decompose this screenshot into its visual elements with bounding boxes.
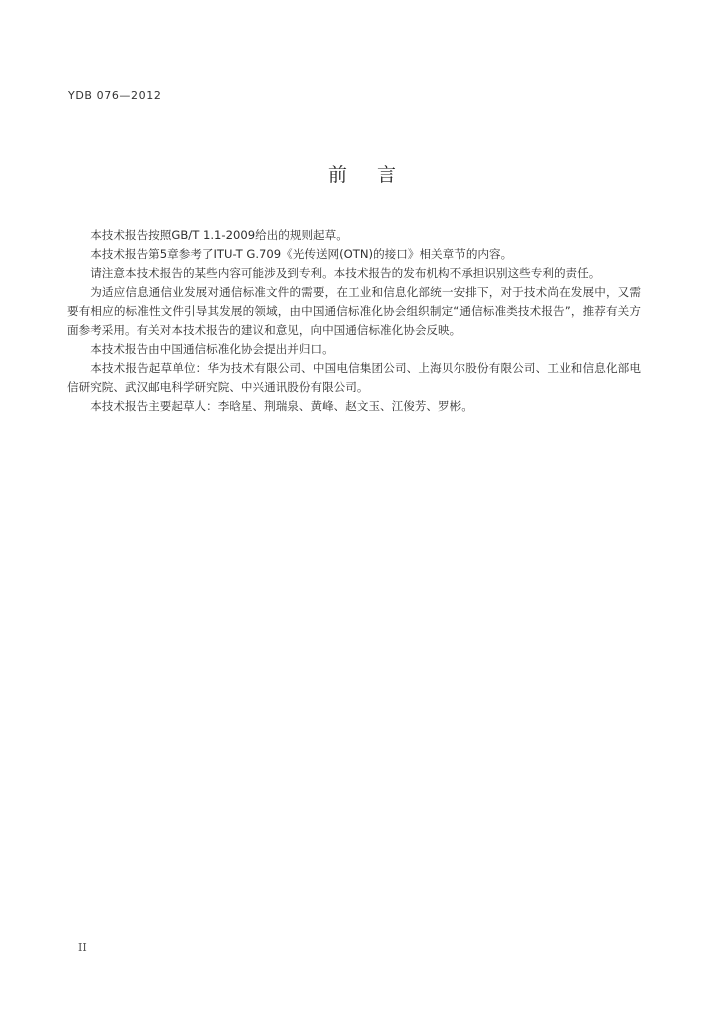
paragraph-drafters: 本技术报告主要起草人：李晗星、荆瑞泉、黄峰、赵文玉、江俊芳、罗彬。 (90, 399, 473, 413)
paragraph-drafting-rules: 本技术报告按照GB/T 1.1-2009给出的规则起草。 (90, 228, 348, 242)
paragraph-reference: 本技术报告第5章参考了ITU-T G.709《光传送网(OTN)的接口》相关章节的内容。 (90, 247, 513, 261)
page-title: 前言 (327, 164, 426, 186)
paragraph-drafting-units: 本技术报告起草单位：华为技术有限公司、中国电信集团公司、上海贝尔股份有限公司、工业和信息化部电信研究院、武汉邮电科学研究院、中兴通讯股份有限公司。 (67, 361, 641, 394)
paragraph-patent-notice: 请注意本技术报告的某些内容可能涉及到专利。本技术报告的发布机构不承担识别这些专利的责任。 (90, 266, 601, 280)
page-number: II (78, 941, 87, 954)
foreword-body (67, 226, 641, 416)
paragraph-purpose: 为适应信息通信业发展对通信标准文件的需要，在工业和信息化部统一安排下，对于技术尚在发展中，又需要有相应的标准性文件引导其发展的领域，由中国通信标准化协会组织制定“通信标准类技术报告”，推荐有关方面参考采用。有关对本技术报告的建议和意见，向中国通信标准化协会反映。 (67, 285, 641, 337)
document-code: YDB 076—2012 (68, 89, 162, 102)
paragraph-proposer: 本技术报告由中国通信标准化协会提出并归口。 (90, 342, 334, 356)
